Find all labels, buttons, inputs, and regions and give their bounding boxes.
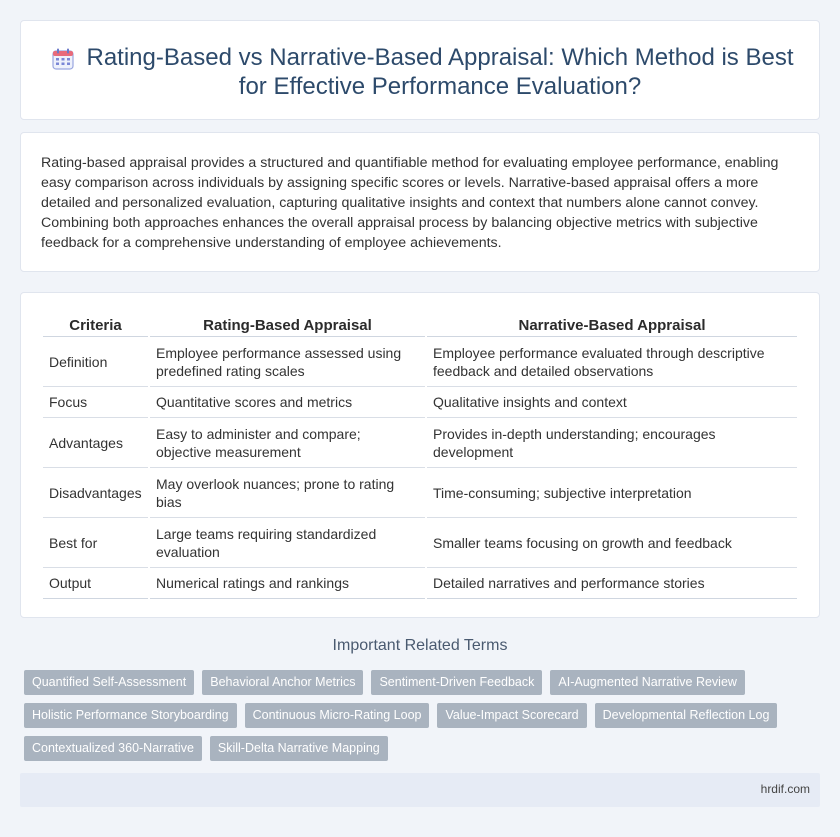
row-narrative-based: Provides in-depth understanding; encourages development <box>427 418 797 468</box>
term-tag[interactable]: Contextualized 360-Narrative <box>24 736 202 761</box>
term-tag[interactable]: Quantified Self-Assessment <box>24 670 194 695</box>
row-criteria: Disadvantages <box>43 468 148 518</box>
row-criteria: Best for <box>43 518 148 568</box>
header-card <box>20 20 820 120</box>
row-rating-based: Numerical ratings and rankings <box>150 568 425 599</box>
row-criteria: Definition <box>43 337 148 387</box>
term-tag[interactable]: Behavioral Anchor Metrics <box>202 670 363 695</box>
table-row <box>43 387 797 418</box>
row-rating-based: Easy to administer and compare; objective measurement <box>150 418 425 468</box>
intro-card <box>20 132 820 272</box>
row-narrative-based: Detailed narratives and performance stories <box>427 568 797 599</box>
row-rating-based: Employee performance assessed using predefined rating scales <box>150 337 425 387</box>
term-tag[interactable]: Skill-Delta Narrative Mapping <box>210 736 388 761</box>
term-tag[interactable]: Continuous Micro-Rating Loop <box>245 703 430 728</box>
row-narrative-based: Qualitative insights and context <box>427 387 797 418</box>
header-criteria: Criteria <box>43 315 148 337</box>
related-terms-title: Important Related Terms <box>332 637 508 654</box>
row-rating-based: May overlook nuances; prone to rating bias <box>150 468 425 518</box>
table-row <box>43 337 797 387</box>
intro-text: Rating-based appraisal provides a structured and quantifiable method for evaluating employee performance, enabling easy comparison across individuals by assigning specific scores or levels. Narrative-based appraisal offers a more detailed and personalized evaluation, capturing qualitative insights and context that numbers alone cannot convey. Combining both approaches enhances the overall appraisal process by balancing objective metrics with subjective feedback for a comprehensive understanding of employee achievements. <box>41 155 779 251</box>
row-rating-based: Large teams requiring standardized evaluation <box>150 518 425 568</box>
term-tag[interactable]: Holistic Performance Storyboarding <box>24 703 237 728</box>
term-tag[interactable]: Sentiment-Driven Feedback <box>371 670 542 695</box>
footer <box>20 773 820 807</box>
footer-site[interactable]: hrdif.com <box>760 782 810 796</box>
related-terms-list <box>24 670 824 761</box>
table-row <box>43 418 797 468</box>
row-criteria: Output <box>43 568 148 599</box>
calendar-icon <box>51 47 75 71</box>
header-rating-based: Rating-Based Appraisal <box>150 315 425 337</box>
table-row <box>43 518 797 568</box>
header-narrative-based: Narrative-Based Appraisal <box>427 315 797 337</box>
row-narrative-based: Employee performance evaluated through descriptive feedback and detailed observations <box>427 337 797 387</box>
comparison-table-card <box>20 292 820 618</box>
row-criteria: Focus <box>43 387 148 418</box>
term-tag[interactable]: Value-Impact Scorecard <box>437 703 586 728</box>
row-narrative-based: Smaller teams focusing on growth and feedback <box>427 518 797 568</box>
table-row <box>43 468 797 518</box>
table-header-row <box>43 315 797 337</box>
row-rating-based: Quantitative scores and metrics <box>150 387 425 418</box>
term-tag[interactable]: AI-Augmented Narrative Review <box>550 670 745 695</box>
row-narrative-based: Time-consuming; subjective interpretation <box>427 468 797 518</box>
comparison-table <box>41 315 799 599</box>
page-title: Rating-Based vs Narrative-Based Appraisal: Which Method is Best for Effective Performance Evaluation? <box>86 44 794 100</box>
term-tag[interactable]: Developmental Reflection Log <box>595 703 778 728</box>
row-criteria: Advantages <box>43 418 148 468</box>
table-row <box>43 568 797 599</box>
